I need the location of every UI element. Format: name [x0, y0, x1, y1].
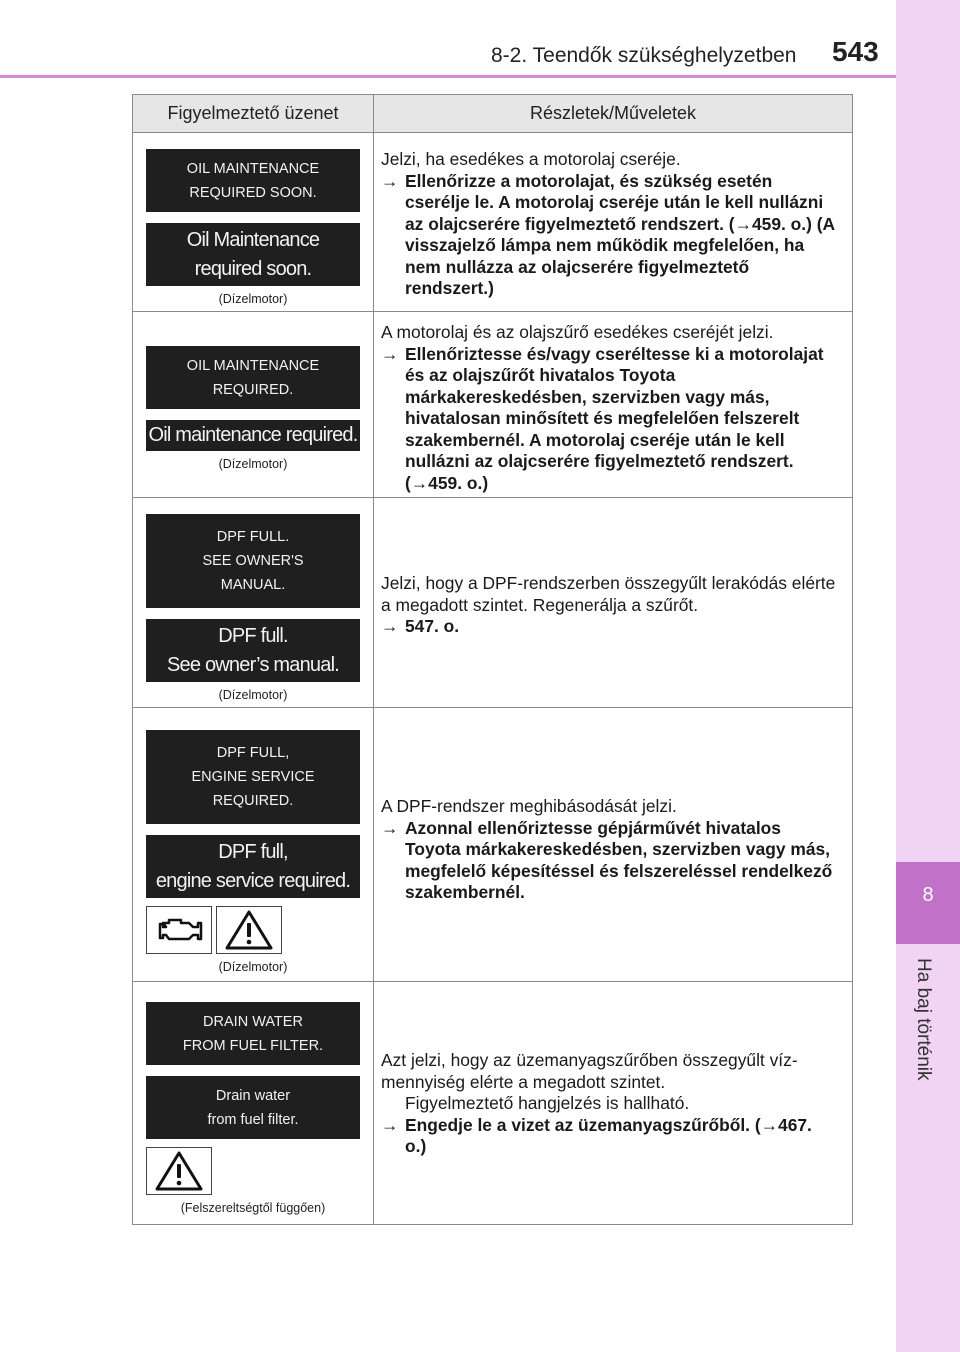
details-cell	[374, 708, 853, 982]
variant-caption: (Dízelmotor)	[218, 457, 288, 471]
details-intro: A motorolaj és az olajszűrő esedékes cseréjét jelzi.	[381, 322, 774, 342]
message-display-graphic: Drain water from fuel filter.	[146, 1076, 360, 1139]
table-row	[133, 498, 853, 708]
table-row	[133, 982, 853, 1225]
variant-caption: (Dízelmotor)	[218, 688, 288, 702]
chapter-side-tab	[896, 0, 960, 1352]
message-cell	[133, 982, 374, 1225]
message-cell	[133, 133, 374, 312]
details-cell	[374, 982, 853, 1225]
engine-check-icon-graphic	[153, 913, 205, 947]
chapter-title: Ha baj történik	[913, 958, 934, 1081]
message-display-text: OIL MAINTENANCE REQUIRED SOON.	[146, 149, 360, 212]
arrow-icon: →	[381, 343, 399, 364]
section-title: 8-2. Teendők szükséghelyzetben	[491, 44, 797, 67]
variant-caption: (Felszereltségtől függően)	[180, 1201, 326, 1215]
warning-triangle-icon-graphic	[154, 1150, 204, 1192]
message-display-graphic: DPF full, engine service required.	[146, 835, 360, 898]
details-cell	[374, 133, 853, 312]
variant-caption: (Dízelmotor)	[218, 292, 288, 306]
warning-message-table	[132, 94, 853, 1225]
table-header-row	[133, 95, 853, 133]
table-row	[133, 312, 853, 498]
warning-triangle-icon	[216, 906, 282, 954]
engine-check-icon	[146, 906, 212, 954]
arrow-icon: →	[381, 817, 399, 838]
arrow-icon: →	[381, 170, 399, 191]
details-intro: A DPF-rendszer meghibásodását jelzi.	[381, 796, 677, 816]
arrow-icon: →	[381, 616, 399, 636]
warning-icons	[146, 906, 360, 954]
details-action: → Engedje le a vizet az üzemanyagszűrőből. (→467. o.)	[381, 1114, 812, 1156]
message-display-text: DPF FULL. SEE OWNER'S MANUAL.	[146, 514, 360, 608]
message-cell	[133, 312, 374, 498]
details-action: → Azonnal ellenőriztesse gépjárművét hivatalos Toyota márkakereskedésben, szervizben vagy más, megfelelő képesítéssel és felszereléssel rendelkező szakembernél.	[381, 817, 833, 902]
column-header-details: Részletek/Műveletek	[374, 95, 853, 133]
details-intro: Jelzi, hogy a DPF-rendszerben összegyűlt lerakódás elérte a megadott szintet. Regenerálja a szűrőt.	[381, 573, 836, 615]
page-number: 543	[832, 36, 879, 67]
column-header-message: Figyelmeztető üzenet	[133, 95, 374, 133]
table-row	[133, 133, 853, 312]
warning-triangle-icon-graphic	[224, 909, 274, 951]
details-intro: Azt jelzi, hogy az üzemanyagszűrőben összegyűlt víz-mennyiség elérte a megadott szintet.	[381, 1050, 798, 1092]
details-action: → 547. o.	[381, 616, 460, 636]
details-intro: Jelzi, ha esedékes a motorolaj cseréje.	[381, 149, 681, 169]
message-display-text: DPF FULL, ENGINE SERVICE REQUIRED.	[146, 730, 360, 824]
message-display-text: OIL MAINTENANCE REQUIRED.	[146, 346, 360, 409]
chapter-number: 8	[922, 884, 934, 906]
message-cell	[133, 708, 374, 982]
details-action: → Ellenőriztesse és/vagy cseréltesse ki a motorolajat és az olajszűrőt hivatalos Toyota márkakereskedésben, szervizben vagy más, hivatalosan minősített és megfelelően felszerelt szakembernél. A motorolaj cseréje után le kell nullázni az olajcserére figyelmeztető rendszert. (→459. o.)	[381, 343, 824, 493]
warning-icons	[146, 1147, 360, 1195]
message-display-graphic: Oil maintenance required.	[146, 420, 360, 451]
message-display-graphic: Oil Maintenance required soon.	[146, 223, 360, 286]
variant-caption: (Dízelmotor)	[218, 960, 288, 974]
warning-triangle-icon	[146, 1147, 212, 1195]
table-row	[133, 708, 853, 982]
header-rule	[0, 75, 896, 78]
message-display-text: DRAIN WATER FROM FUEL FILTER.	[146, 1002, 360, 1065]
arrow-icon: →	[381, 1114, 399, 1135]
message-display-graphic: DPF full. See owner’s manual.	[146, 619, 360, 682]
details-note: Figyelmeztető hangjelzés is hallható.	[405, 1093, 690, 1113]
details-cell	[374, 498, 853, 708]
details-cell	[374, 312, 853, 498]
details-action: → Ellenőrizze a motorolajat, és szükség esetén cserélje le. A motorolaj cseréje után le kell nullázni az olajcserére figyelmeztető rendszert. (→459. o.) (A visszajelző lámpa nem működik megfelelően, ha nem nullázza az olajcserére figyelmeztető rendszert.)	[381, 170, 835, 298]
message-cell	[133, 498, 374, 708]
